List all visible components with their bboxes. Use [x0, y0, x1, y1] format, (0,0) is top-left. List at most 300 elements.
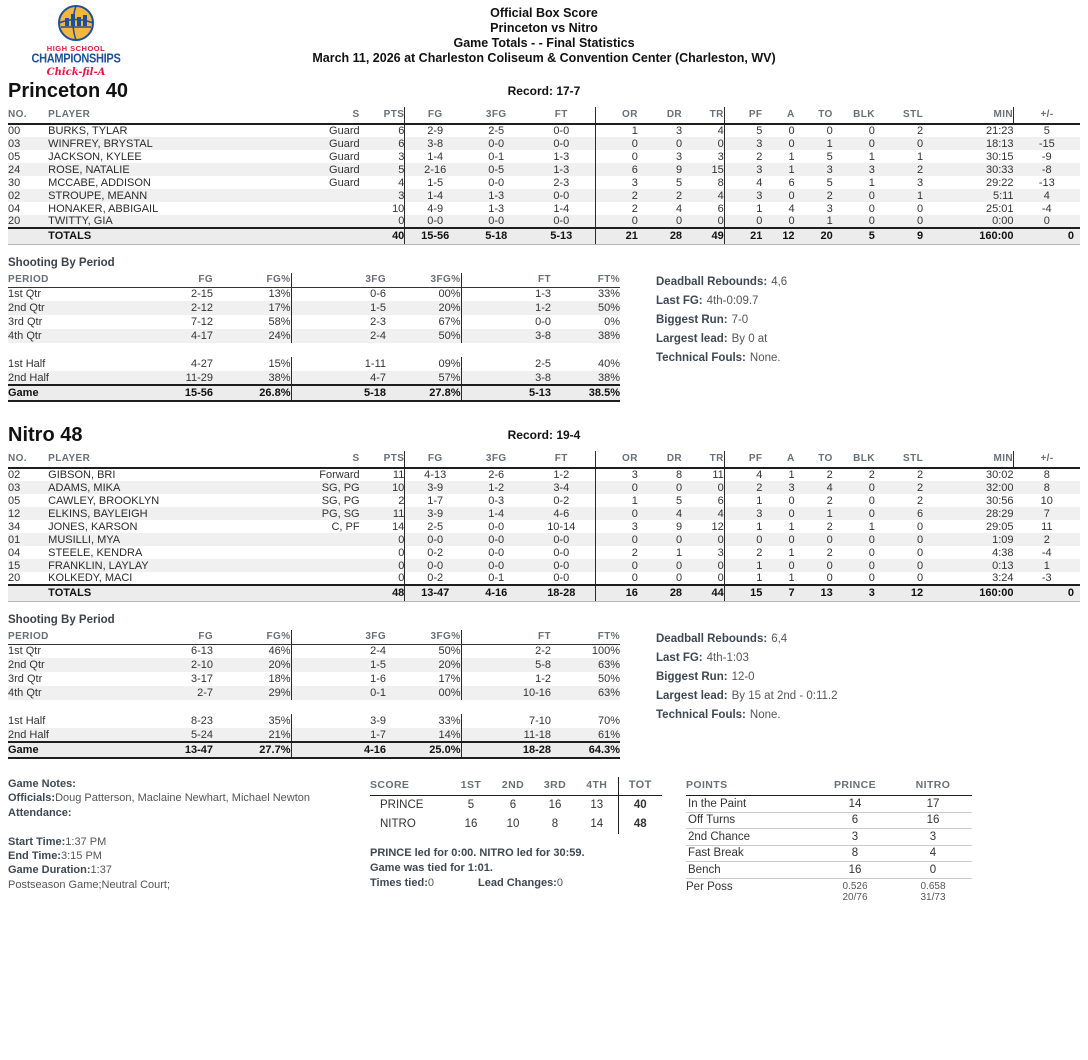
- cell-stl: 2: [917, 481, 924, 494]
- cell-no: 05: [8, 150, 21, 163]
- cell-a: 6: [788, 176, 795, 189]
- cell-to: 1: [826, 507, 833, 520]
- cell-blk: 0: [868, 189, 875, 202]
- col-header: A: [762, 451, 794, 468]
- col-header: +/-: [1014, 451, 1080, 468]
- cell-position: Guard: [329, 163, 360, 176]
- col-header: FT: [527, 107, 595, 124]
- player-row: [8, 468, 1080, 481]
- note-value: 1:37 PM: [65, 835, 107, 848]
- cell-fgpct: 46%: [268, 645, 291, 658]
- cell-ft: 2-2: [461, 644, 551, 658]
- cell-ft: 18-28: [461, 742, 551, 758]
- cell-team: PRINCE: [380, 799, 424, 812]
- cell-fg: 13-47: [405, 585, 465, 601]
- cell-3fg: 2-3: [291, 315, 386, 329]
- lead-time-line: PRINCE led for 0:00. NITRO led for 30:59.: [370, 846, 585, 859]
- col-header: FG: [118, 630, 213, 645]
- game-note-line: [8, 849, 370, 863]
- cell-player: ROSE, NATALIE: [48, 163, 130, 176]
- player-row: [8, 533, 1080, 546]
- col-header: TR: [682, 107, 724, 124]
- cell-period: 1st Qtr: [8, 288, 42, 301]
- cell-plusminus: -3: [1041, 572, 1052, 584]
- basketball-skyline-icon: [21, 4, 131, 42]
- cell-3fgpct: 20%: [438, 302, 461, 314]
- cell-ftpct: 70%: [597, 715, 620, 727]
- col-header: FG: [405, 107, 465, 124]
- cell-fgpct: 15%: [268, 358, 291, 370]
- cell-3fg: 4-16: [465, 585, 527, 601]
- score-header: [370, 777, 662, 796]
- cell-blk: 0: [868, 507, 875, 520]
- cell-fg: 2-16: [405, 163, 465, 176]
- cell-a: 7: [762, 585, 794, 601]
- cell-tr: 15: [711, 163, 724, 176]
- cell-min: 0:13: [992, 559, 1014, 572]
- cell-tr: 44: [682, 585, 724, 601]
- cell-nitro-value: 4: [894, 845, 972, 862]
- cell-fg: 0-2: [405, 572, 465, 585]
- cell-or: 16: [596, 585, 638, 601]
- col-header: FG: [405, 451, 465, 468]
- cell-plusminus: 1: [1043, 559, 1050, 572]
- cell-plusminus: 8: [1043, 481, 1050, 494]
- player-row: [8, 163, 1080, 176]
- game-note-line: [8, 777, 370, 791]
- cell-pf: 3: [724, 189, 762, 202]
- cell-a: 1: [788, 469, 795, 481]
- cell-3fg: 1-7: [291, 728, 386, 742]
- cell-team: NITRO: [380, 818, 416, 830]
- cell-fgpct: 29%: [268, 687, 291, 699]
- nitro-player-rows: [8, 468, 1080, 585]
- cell-no: 02: [8, 469, 21, 481]
- cell-plusminus: 5: [1043, 125, 1050, 137]
- cell-tr: 0: [717, 215, 724, 227]
- game-note-line: [8, 835, 370, 849]
- cell-3fg: 1-6: [291, 672, 386, 686]
- times-tied-value: 0: [427, 876, 434, 889]
- cell-plusminus: -8: [1041, 163, 1052, 176]
- cell-position: Guard: [329, 150, 360, 163]
- cell-3fg: 1-2: [488, 481, 505, 494]
- cell-min: 30:02: [986, 469, 1014, 481]
- cell-blk: 5: [833, 228, 875, 244]
- cell-to: 2: [826, 546, 833, 559]
- cell-or: 2: [596, 546, 638, 559]
- cell-fg: 2-10: [190, 659, 213, 671]
- cell-plusminus: -9: [1041, 150, 1052, 163]
- cell-pf: 5: [724, 124, 762, 137]
- cell-min: 21:23: [986, 125, 1014, 137]
- cell-period: 1st Half: [8, 715, 46, 727]
- cell-fgpct: 21%: [268, 728, 291, 741]
- cell-stl: 9: [875, 228, 923, 244]
- cell-pf: 4: [724, 468, 762, 481]
- col-header: STL: [875, 107, 923, 124]
- game-notes: [8, 777, 370, 904]
- period-row: [8, 329, 620, 343]
- period-row: [8, 686, 620, 700]
- report-title: Official Box Score: [490, 6, 598, 20]
- per-poss-fraction: 20/76: [842, 891, 868, 903]
- nitro-section: [8, 424, 1080, 759]
- col-header: 3FG%: [386, 273, 461, 288]
- note-label: Game Notes:: [8, 778, 76, 790]
- player-row: [8, 150, 1080, 163]
- cell-3fg: 0-0: [488, 520, 505, 533]
- cell-a: 0: [788, 125, 795, 137]
- cell-prince-value: 3: [816, 829, 894, 846]
- cell-plusminus: 0: [1014, 228, 1080, 244]
- cell-a: 0: [788, 559, 795, 572]
- totals-row: [8, 585, 1080, 601]
- cell-category: Bench: [686, 862, 816, 879]
- cell-to: 3: [826, 163, 833, 176]
- cell-fgpct: 18%: [268, 673, 291, 685]
- cell-nitro-value: 0: [894, 862, 972, 879]
- page-header: [8, 4, 1080, 76]
- cell-3fg: 1-5: [291, 301, 386, 315]
- cell-no: 04: [8, 202, 21, 215]
- cell-stl: 0: [917, 520, 924, 533]
- col-header: POINTS: [686, 777, 816, 796]
- cell-3fg: 0-3: [488, 494, 505, 507]
- princeton-shooting-table: [8, 273, 620, 403]
- cell-or: 0: [596, 137, 638, 150]
- cell-fg: 13-47: [118, 742, 213, 758]
- cell-stl: 0: [917, 572, 924, 584]
- cell-pts: 3: [398, 189, 405, 202]
- points-row: [686, 812, 972, 829]
- cell-blk: 2: [868, 469, 875, 481]
- cell-ft: 10-16: [461, 686, 551, 700]
- cell-stl: 3: [917, 176, 924, 189]
- cell-pf: 2: [724, 150, 762, 163]
- cell-ft: 1-4: [553, 202, 570, 215]
- cell-fgpct: 58%: [268, 316, 291, 328]
- cell-3fg: 0-0: [488, 137, 505, 150]
- cell-tr: 3: [717, 546, 724, 559]
- cell-stl: 0: [917, 559, 924, 572]
- cell-ftpct: 38%: [597, 330, 620, 342]
- cell-3fg: 1-3: [488, 189, 505, 202]
- tied-time-line: Game was tied for 1:01.: [370, 861, 493, 874]
- cell-position: PG, SG: [321, 507, 360, 520]
- cell-ft: 11-18: [461, 728, 551, 742]
- cell-3fgpct: 25.0%: [386, 742, 461, 758]
- cell-pf: 2: [724, 481, 762, 494]
- col-header: FT%: [551, 630, 620, 645]
- cell-min: 32:00: [986, 481, 1014, 494]
- per-poss-rate: 0.526: [842, 880, 868, 892]
- cell-ftpct: 33%: [597, 288, 620, 301]
- fact-value: By 15 at 2nd - 0:11.2: [731, 689, 838, 702]
- cell-position: [304, 202, 359, 215]
- cell: [304, 585, 359, 601]
- col-header: TO: [795, 107, 833, 124]
- cell-ft: 0-0: [553, 572, 570, 584]
- cell-ft: 1-3: [553, 163, 570, 176]
- princeton-shooting-title: Shooting By Period: [8, 256, 115, 269]
- col-header: STL: [875, 451, 923, 468]
- cell-ft: 5-13: [461, 385, 551, 401]
- princeton-totals-row: [8, 228, 1080, 244]
- cell-player: STROUPE, MEANN: [48, 189, 148, 202]
- fact-line: [656, 273, 787, 292]
- cell-pts: 3: [398, 150, 405, 163]
- cell-category: 2nd Chance: [686, 829, 816, 846]
- cell-period: 2nd Qtr: [8, 659, 45, 671]
- score-rows: [370, 796, 662, 834]
- cell-ft: 1-2: [461, 301, 551, 315]
- cell-fg: 0-0: [405, 533, 465, 546]
- fact-label: Largest lead:: [656, 332, 728, 345]
- princeton-quarter-rows: [8, 287, 620, 343]
- fact-line: [656, 630, 838, 649]
- cell-to: 4: [826, 481, 833, 494]
- cell-fgpct: 26.8%: [213, 385, 291, 401]
- points-breakdown-table: [686, 777, 972, 904]
- cell-a: 1: [788, 546, 795, 559]
- cell-3fg: 0-5: [488, 163, 505, 176]
- times-tied-line: [370, 876, 670, 891]
- cell-ft: 0-0: [553, 546, 570, 559]
- cell-3fg: 1-11: [291, 357, 386, 371]
- cell-pf: 1: [724, 559, 762, 572]
- cell-pf: 1: [724, 572, 762, 585]
- cell-ftpct: 40%: [597, 358, 620, 370]
- cell-a: 0: [788, 189, 795, 202]
- cell-ft: 3-4: [553, 481, 570, 494]
- nitro-game-facts: [656, 614, 838, 760]
- points-row: [686, 796, 972, 813]
- cell-player: JACKSON, KYLEE: [48, 150, 142, 163]
- col-header: OR: [596, 107, 638, 124]
- cell-prince-value: 8: [816, 845, 894, 862]
- cell-dr: 0: [675, 137, 683, 150]
- cell-pts: 0: [398, 546, 405, 559]
- cell-3fgpct: 50%: [438, 645, 461, 658]
- cell-tr: 0: [717, 481, 724, 494]
- cell-ft: 0-0: [553, 137, 570, 150]
- period-row: [8, 714, 620, 728]
- fact-line: [656, 311, 787, 330]
- cell-no: 05: [8, 494, 21, 507]
- points-header: [686, 777, 972, 796]
- fact-label: Deadball Rebounds:: [656, 275, 768, 288]
- cell-fg: 2-5: [405, 520, 465, 533]
- cell-pts: 6: [398, 125, 405, 137]
- cell-period: 1st Half: [8, 358, 46, 370]
- cell-dr: 5: [675, 176, 683, 189]
- princeton-section: [8, 80, 1080, 402]
- cell-3fgpct: 17%: [438, 673, 461, 685]
- cell-min: 4:38: [992, 546, 1014, 559]
- col-header: S: [304, 107, 359, 124]
- cell-q2: 10: [506, 818, 520, 830]
- col-header: 3RD: [534, 777, 576, 796]
- cell-tr: 0: [717, 559, 724, 572]
- cell-fg: 4-27: [190, 358, 213, 370]
- period-row: [8, 315, 620, 329]
- cell-tr: 12: [711, 520, 724, 533]
- cell-period: 2nd Half: [8, 371, 49, 384]
- cell-dr: 1: [675, 546, 683, 559]
- game-note-line: [8, 820, 370, 834]
- cell-pts: 11: [392, 507, 405, 520]
- fact-value: 4th-1:03: [706, 651, 749, 664]
- cell-pts: 11: [392, 469, 405, 481]
- per-poss-row: [686, 878, 972, 904]
- cell-pts: 0: [398, 572, 405, 584]
- cell-tr: 6: [717, 202, 724, 215]
- cell-plusminus: -4: [1041, 202, 1052, 215]
- cell-or: 0: [596, 533, 638, 546]
- nitro-game-row: [8, 742, 620, 758]
- points-breakdown-block: [686, 777, 976, 904]
- cell-no: 00: [8, 125, 21, 137]
- cell-3fg: 2-6: [488, 469, 505, 481]
- col-header: MIN: [923, 107, 1013, 124]
- cell-plusminus: 2: [1043, 533, 1050, 546]
- cell-to: 2: [826, 494, 833, 507]
- cell-stl: 2: [917, 125, 924, 137]
- fact-line: [656, 292, 787, 311]
- header-row: [8, 273, 620, 288]
- col-header: 3FG%: [386, 630, 461, 645]
- cell-player: KOLKEDY, MACI: [48, 572, 133, 584]
- cell-tr: 6: [717, 494, 724, 507]
- col-header: FG%: [213, 630, 291, 645]
- cell-q2: 6: [509, 799, 517, 812]
- cell-player: CAWLEY, BROOKLYN: [48, 494, 160, 507]
- cell-3fgpct: 20%: [438, 659, 461, 671]
- cell-a: 1: [788, 163, 795, 176]
- cell-3fg: 5-18: [465, 228, 527, 244]
- cell-a: 0: [788, 494, 795, 507]
- cell-fgpct: 35%: [268, 715, 291, 727]
- cell-ft: 10-14: [547, 520, 576, 533]
- note-label: Attendance:: [8, 806, 72, 819]
- cell-no: 03: [8, 137, 21, 150]
- cell-a: 0: [788, 507, 795, 520]
- cell-position: C, PF: [331, 520, 360, 533]
- game-note-line: [8, 806, 370, 820]
- cell-to: 1: [826, 215, 833, 227]
- col-header: FT: [461, 273, 551, 288]
- cell-3fg: 4-7: [291, 371, 386, 385]
- period-row: [8, 301, 620, 315]
- cell-to: 0: [826, 572, 833, 584]
- cell-total: 40: [618, 796, 662, 815]
- cell-dr: 0: [675, 481, 683, 494]
- cell-fg: 2-12: [190, 302, 213, 314]
- cell-fg: 0-0: [405, 559, 465, 572]
- cell-stl: 12: [875, 585, 923, 601]
- cell-no: 03: [8, 481, 21, 494]
- col-header: 1ST: [450, 777, 492, 796]
- cell-3fg: 0-6: [291, 287, 386, 301]
- cell-to: 5: [826, 176, 833, 189]
- cell-ft: 1-3: [461, 287, 551, 301]
- cell-position: Guard: [329, 137, 360, 150]
- cell-3fgpct: 00%: [438, 687, 461, 699]
- period-row: [8, 357, 620, 371]
- cell-player: TWITTY, GIA: [48, 215, 113, 227]
- cell-fgpct: 13%: [268, 288, 291, 301]
- fact-label: Last FG:: [656, 294, 703, 307]
- cell-tr: 4: [717, 189, 724, 202]
- cell-position: [304, 559, 359, 572]
- cell-3fg: 0-0: [488, 559, 505, 572]
- shooting-header: [8, 630, 620, 645]
- cell-fg: 3-8: [405, 137, 465, 150]
- cell-or: 2: [596, 202, 638, 215]
- cell-prince-value: [816, 878, 894, 904]
- cell-plusminus: 0: [1014, 585, 1080, 601]
- note-value: Doug Patterson, Maclaine Newhart, Michael Newton: [55, 792, 311, 805]
- cell-blk: 0: [868, 215, 875, 227]
- cell-q1: 5: [467, 799, 475, 812]
- cell-player: MUSILLI, MYA: [48, 533, 121, 546]
- col-header: TO: [795, 451, 833, 468]
- cell-pts: 6: [398, 137, 405, 150]
- cell-or: 0: [596, 215, 638, 228]
- cell-3fg: 0-0: [488, 546, 505, 559]
- cell-min: 25:01: [986, 202, 1014, 215]
- cell-pf: 4: [724, 176, 762, 189]
- player-row: [8, 507, 1080, 520]
- cell-dr: 5: [675, 494, 683, 507]
- cell-totals-label: TOTALS: [48, 585, 304, 601]
- cell-dr: 3: [675, 125, 683, 137]
- cell-fgpct: 27.7%: [213, 742, 291, 758]
- cell-min: 28:29: [986, 507, 1014, 520]
- cell-fgpct: 38%: [268, 371, 291, 384]
- cell-min: 3:24: [992, 572, 1014, 584]
- cell-no: 02: [8, 189, 21, 202]
- nitro-shooting-title: Shooting By Period: [8, 613, 115, 626]
- player-row: [8, 559, 1080, 572]
- fact-value: By 0 at: [731, 332, 768, 345]
- col-header: DR: [638, 107, 682, 124]
- cell-min: 29:05: [986, 520, 1014, 533]
- cell-prince-value: 14: [816, 796, 894, 813]
- cell-or: 0: [596, 572, 638, 585]
- cell-ft: 1-2: [553, 469, 570, 481]
- cell-fg: 1-5: [405, 176, 465, 189]
- fact-line: [656, 687, 838, 706]
- fact-label: Biggest Run:: [656, 313, 728, 326]
- fact-line: [656, 349, 787, 368]
- player-row: [8, 572, 1080, 585]
- cell-3fgpct: 50%: [438, 330, 461, 342]
- cell-ft: 0-2: [553, 494, 570, 507]
- cell-ft: 0-0: [553, 559, 570, 572]
- cell-dr: 4: [675, 507, 683, 520]
- cell-pts: 4: [398, 176, 405, 189]
- header-row: [8, 107, 1080, 124]
- col-header: 3FG: [465, 107, 527, 124]
- venue-line: March 11, 2026 at Charleston Coliseum & Convention Center (Charleston, WV): [312, 51, 776, 65]
- cell-plusminus: -15: [1038, 137, 1055, 150]
- matchup-title: Princeton vs Nitro: [490, 21, 598, 35]
- cell-tr: 3: [717, 150, 724, 163]
- player-row: [8, 176, 1080, 189]
- cell-no: 01: [8, 533, 21, 546]
